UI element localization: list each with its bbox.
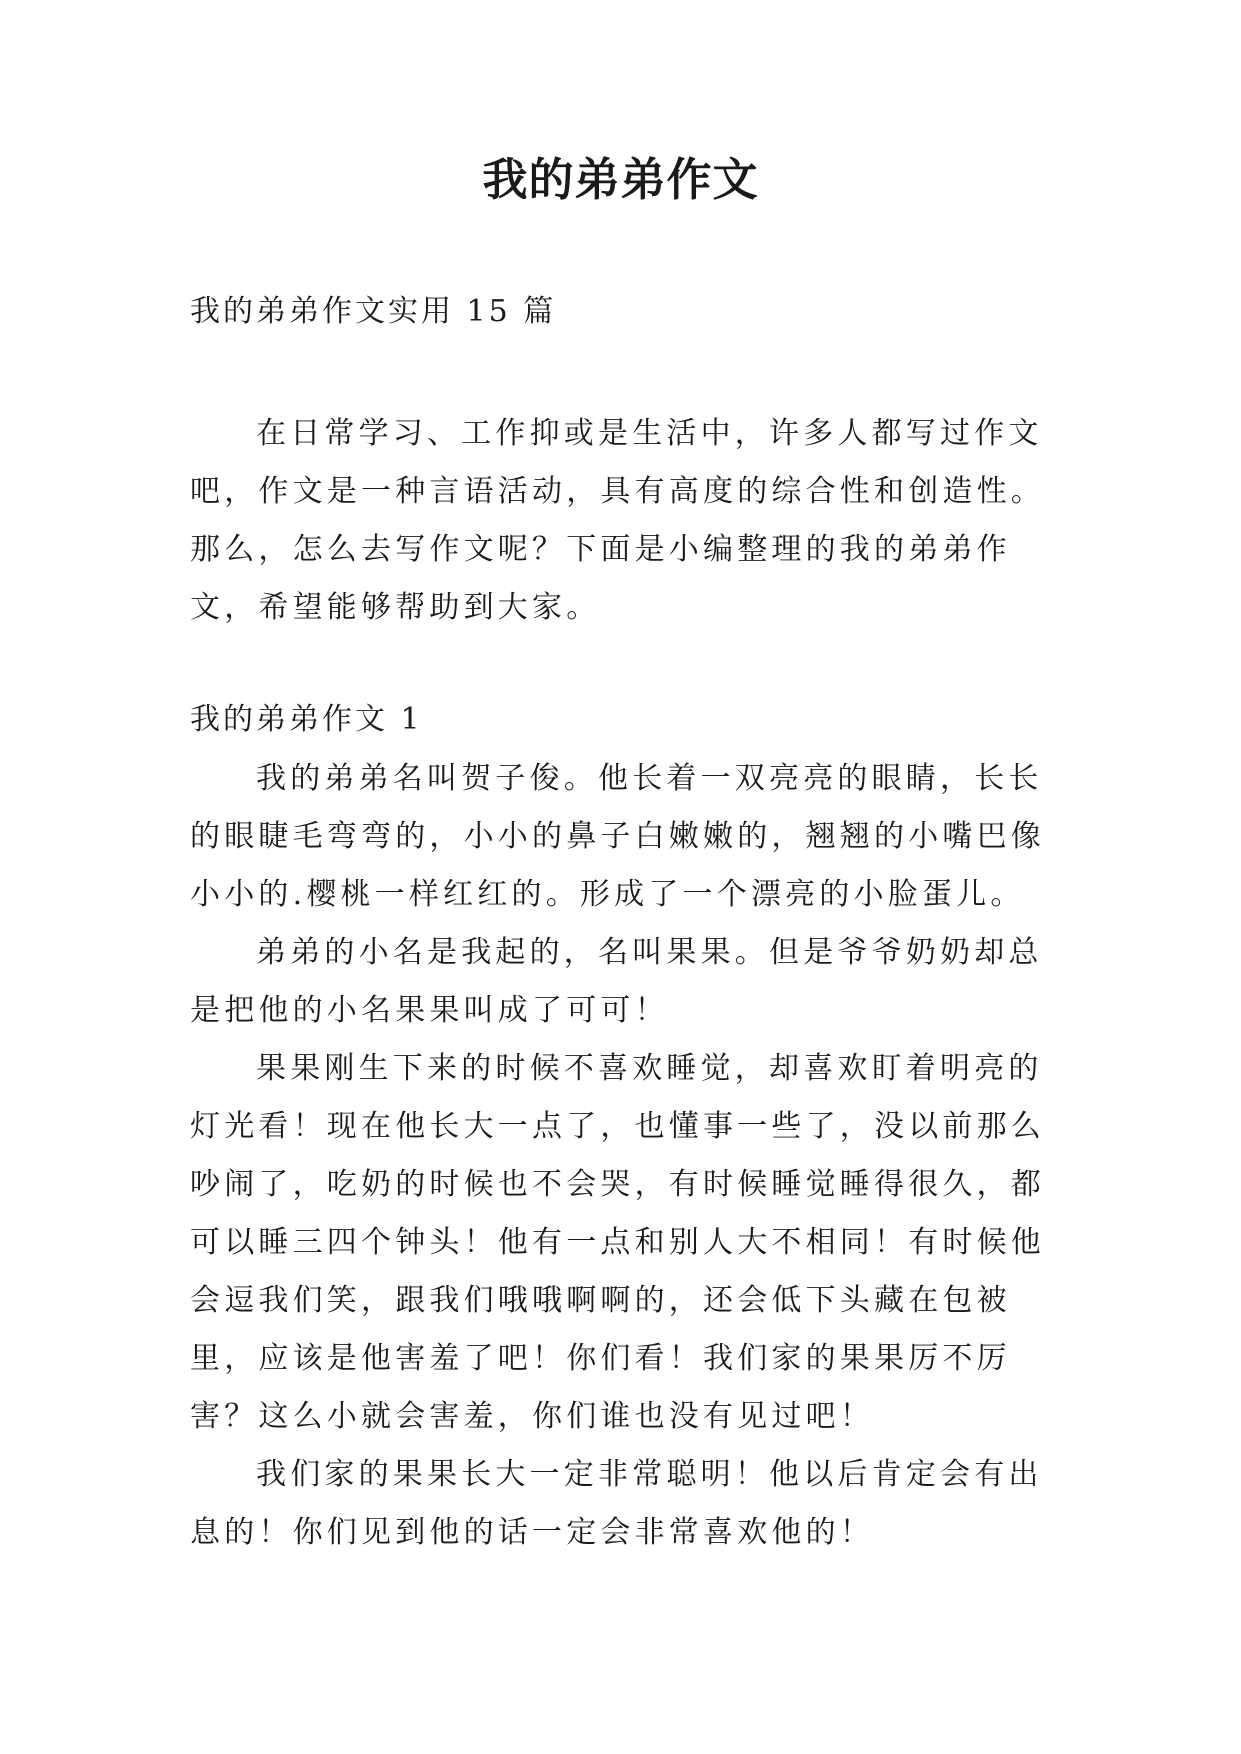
body-paragraph: 我们家的果果长大一定非常聪明！他以后肯定会有出息的！你们见到他的话一定会非常喜欢他的！ <box>190 1457 1043 1550</box>
section-body <box>190 750 1060 1562</box>
intro-paragraph: 在日常学习、工作抑或是生活中，许多人都写过作文吧，作文是一种言语活动，具有高度的综合性和创造性。那么，怎么去写作文呢？下面是小编整理的我的弟弟作文，希望能够帮助到大家。 <box>190 416 1045 625</box>
section-heading: 我的弟弟作文 1 <box>190 702 423 737</box>
body-paragraph: 果果刚生下来的时候不喜欢睡觉，却喜欢盯着明亮的灯光看！现在他长大一点了，也懂事一些了，没以前那么吵闹了，吃奶的时候也不会哭，有时候睡觉睡得很久，都可以睡三四个钟头！他有一点和别人大不相同！有时候他会逗我们笑，跟我们哦哦啊啊的，还会低下头藏在包被里，应该是他害羞了吧！你们看！我们家的果果厉不厉害？这么小就会害羞，你们谁也没有见过吧！ <box>190 1051 1045 1434</box>
body-paragraph: 弟弟的小名是我起的，名叫果果。但是爷爷奶奶却总是把他的小名果果叫成了可可！ <box>190 935 1043 1028</box>
document-subtitle: 我的弟弟作文实用 15 篇 <box>190 294 557 329</box>
document-title: 我的弟弟作文 <box>482 153 759 206</box>
body-paragraph: 我的弟弟名叫贺子俊。他长着一双亮亮的眼睛，长长的眼睫毛弯弯的，小小的鼻子白嫩嫩的，翘翘的小嘴巴像小小的.樱桃一样红红的。形成了一个漂亮的小脸蛋儿。 <box>190 761 1045 912</box>
